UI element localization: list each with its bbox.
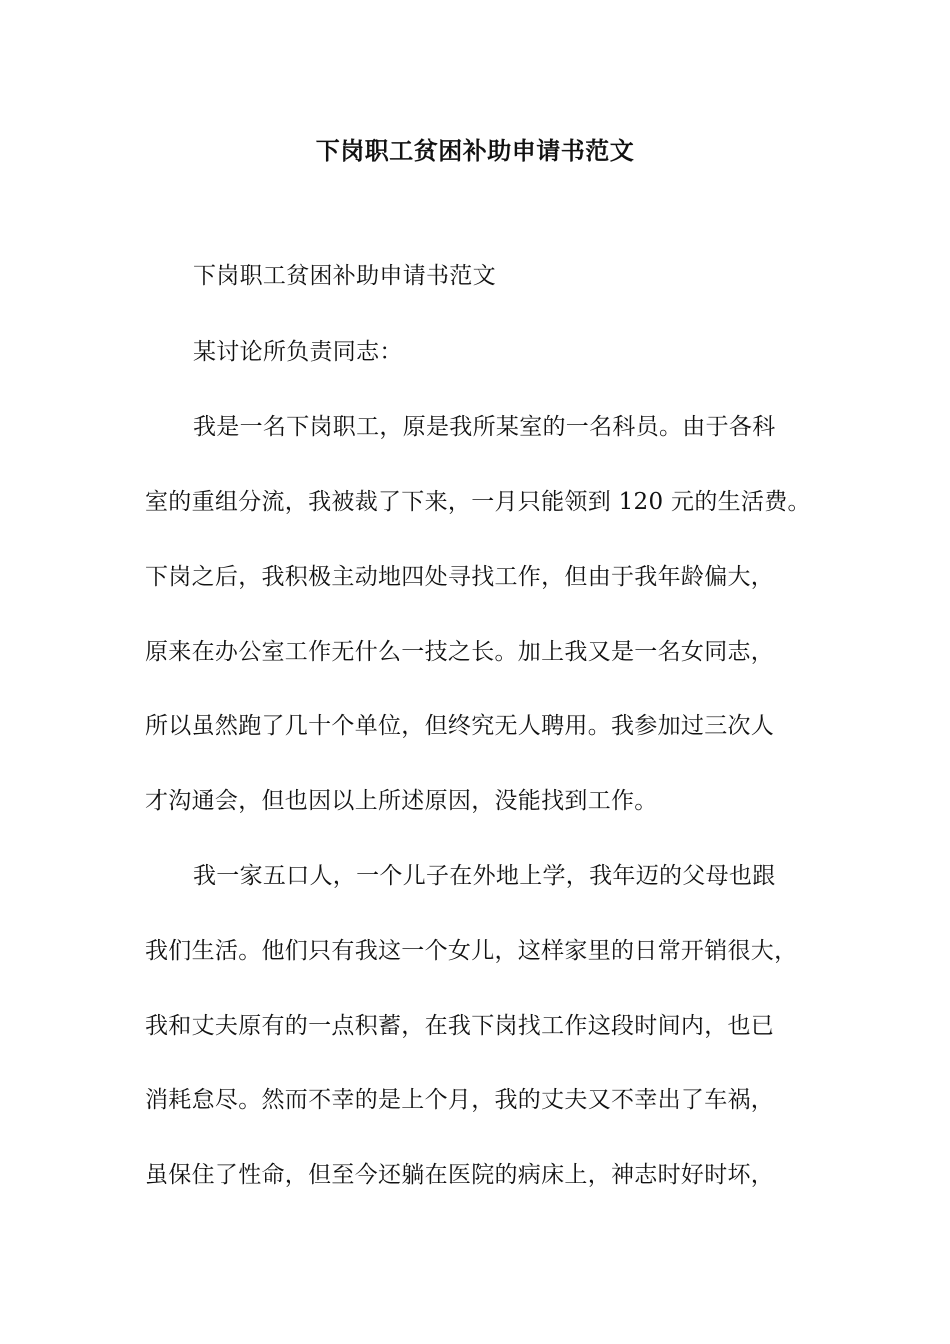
body-line: 我是一名下岗职工，原是我所某室的一名科员。由于各科	[193, 414, 776, 440]
body-line: 下岗职工贫困补助申请书范文	[193, 263, 496, 289]
body-line: 我们生活。他们只有我这一个女儿，这样家里的日常开销很大，	[145, 938, 798, 964]
body-line: 所以虽然跑了几十个单位，但终究无人聘用。我参加过三次人	[145, 713, 775, 739]
body-line: 下岗之后，我积极主动地四处寻找工作，但由于我年龄偏大，	[145, 564, 775, 590]
body-line: 室的重组分流，我被裁了下来，一月只能领到 120 元的生活费。	[145, 489, 811, 515]
body-line: 我一家五口人，一个儿子在外地上学，我年迈的父母也跟	[193, 863, 776, 889]
body-line: 我和丈夫原有的一点积蓄，在我下岗找工作这段时间内，也已	[145, 1013, 775, 1039]
body-line: 虽保住了性命，但至今还躺在医院的病床上，神志时好时坏，	[145, 1162, 775, 1188]
body-line: 消耗怠尽。然而不幸的是上个月，我的丈夫又不幸出了车祸，	[145, 1087, 775, 1113]
body-line: 原来在办公室工作无什么一技之长。加上我又是一名女同志，	[145, 639, 775, 665]
body-line: 才沟通会，但也因以上所述原因，没能找到工作。	[145, 788, 658, 814]
body-line: 某讨论所负责同志：	[193, 339, 403, 365]
document-title: 下岗职工贫困补助申请书范文	[315, 136, 635, 165]
